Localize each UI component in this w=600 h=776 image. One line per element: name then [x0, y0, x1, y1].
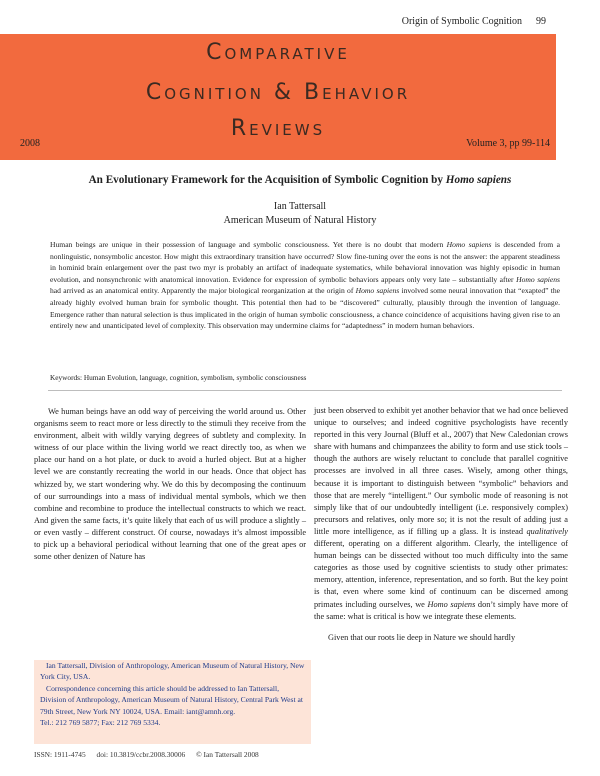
article-title-italic: Homo sapiens — [445, 174, 512, 186]
article-author: Ian Tattersall — [273, 201, 327, 212]
abstract-text: Human beings are unique in their possession of language and symbolic consciousness. Yet there is no doubt that modern — [50, 240, 447, 249]
body-paragraph: We human beings have an odd way of perceiving the world around us. Other organisms seem to react more or less directly to the stimuli they receive from the environment, albeit with wildly varying degrees of subtlety and complexity. In witness of our place within the living world we react directly too, as when we place our hand on a hot plate, or duck to avoid a hurled object. But at a higher level we are constantly recreating the world in our heads. Once that object has whizzed by, we start wondering why. We do this by decomposing the continuum of our surroundings into a mass of individual mental symbols, which we then combine and recombine to produce the intellectual constructs to which we react. And given the same facts, it’s quite likely that each of us will produce a slightly – or even vastly – different construct. Of course, nowadays it’s almost impossible to pick up a behavioral periodical without learning that one of the great apes or some other denizen of Nature has — [34, 407, 306, 562]
body-paragraph — [314, 405, 568, 623]
correspondence-box — [34, 660, 311, 744]
body-species-name: Homo sapiens — [427, 599, 476, 609]
body-paragraph: Given that our roots lie deep in Nature we should hardly — [328, 632, 516, 642]
journal-title-line-3: Reviews — [230, 116, 326, 141]
abstract-species-name: Homo sapiens — [516, 274, 561, 284]
body-text: different, operating on a different algorithm. Clearly, the intelligence of human beings can be dissected without too much difficulty into the same categories as those used by cognitive scientists to study other primates: memory, attention, inference, representation, and so forth. But the key point is that, even where some kind of continuum can be discerned among primates including ourselves, we — [314, 539, 568, 609]
copyright: © Ian Tattersall 2008 — [196, 750, 259, 759]
abstract-text: had arrived as an anatomical entity. Apparently the major biological reorganization at the origin of — [50, 286, 356, 296]
body-text: don’t simply have more of the same: what is critical is how we integrate these elements. — [314, 599, 568, 621]
abstract-species-name: Homo sapiens — [446, 240, 492, 249]
body-column-left — [34, 406, 306, 563]
abstract — [50, 239, 560, 332]
abstract-text: is descended from a nonlinguistic, nonsymbolic ancestor. How might this extraordinary transition have occurred? Slow fine-tuning over the eons is not the answer: the apparent steadiness in hominid brain enlargement over the past two myr is probably an artifact of inadequate systematics, while behavioral innovation was highly episodic in human evolution, and nonsynchronic with anatomical innovation. Evidence for expression of symbolic behaviors appears only very late – substantially after — [50, 240, 560, 284]
article-affiliation: American Museum of Natural History — [223, 215, 377, 226]
author-affiliation-note: Ian Tattersall, Division of Anthropology, American Museum of Natural History, New York City, USA. — [40, 661, 305, 682]
doi: doi: 10.3819/ccbr.2008.30006 — [96, 750, 186, 759]
keywords: Keywords: Human Evolution, language, cognition, symbolism, symbolic consciousness — [50, 373, 307, 382]
contact-phone-fax: Tel.: 212 769 5877; Fax: 212 769 5334. — [40, 718, 161, 728]
journal-title-line-1: Comparative — [206, 40, 350, 65]
article-title — [0, 174, 600, 186]
correspondence-address: Correspondence concerning this article should be addressed to Ian Tattersall, Division of Anthropology, American Museum of Natural History, Central Park West at 79th Street, New York NY 10024, USA. Email: iant@amnh.org. — [40, 683, 303, 716]
journal-year: 2008 — [20, 138, 40, 149]
body-column-right — [314, 405, 568, 644]
journal-volume: Volume 3, pp 99-114 — [466, 138, 550, 149]
section-divider — [48, 390, 562, 391]
journal-title-line-2: Cognition & Behavior — [145, 80, 411, 105]
running-title: Origin of Symbolic Cognition — [401, 16, 522, 27]
page-number: 99 — [536, 16, 546, 27]
abstract-text: involved some neural innovation that “exapted” the already highly evolved human brain for symbolic thought. This potential then had to be “discovered” culturally, plausibly through the invention of language. Emergence rather than natural selection is thus implicated in the origin of human symbolic consciousness, a chance coincidence of acquisitions having given rise to an entirely new and unanticipated level of complexity. This observation may undermine claims for “adaptedness” in modern human behaviors. — [50, 286, 560, 331]
body-text: just been observed to exhibit yet another behavior that we had once believed unique to ourselves; and indeed cognitive psychologists have recently reported in this very Journal (Bluff et al., 2007) that New Caledonian crows share with humans and chimpanzees the ability to form and use stick tools – though the authors are wisely reluctant to conclude that parallel cognitive processes are involved in all three cases. Wisely, among other things, because it is important to distinguish between “symbolic” behaviors and those that are merely “intelligent.” Our symbolic mode of reasoning is not simply like that of our undoubtedly intelligent (i.e. responsively complex) precursors and relatives, only more so; it is not the result of adding just a little more intelligence, as if filling up a glass. It is instead — [314, 406, 568, 536]
article-title-main: An Evolutionary Framework for the Acquisition of Symbolic Cognition by — [88, 174, 446, 186]
page-footer — [34, 750, 268, 759]
issn: ISSN: 1911-4745 — [34, 750, 86, 759]
abstract-species-name: Homo sapiens — [355, 286, 400, 296]
journal-banner — [0, 34, 556, 160]
body-emphasis: qualitatively — [526, 526, 568, 536]
